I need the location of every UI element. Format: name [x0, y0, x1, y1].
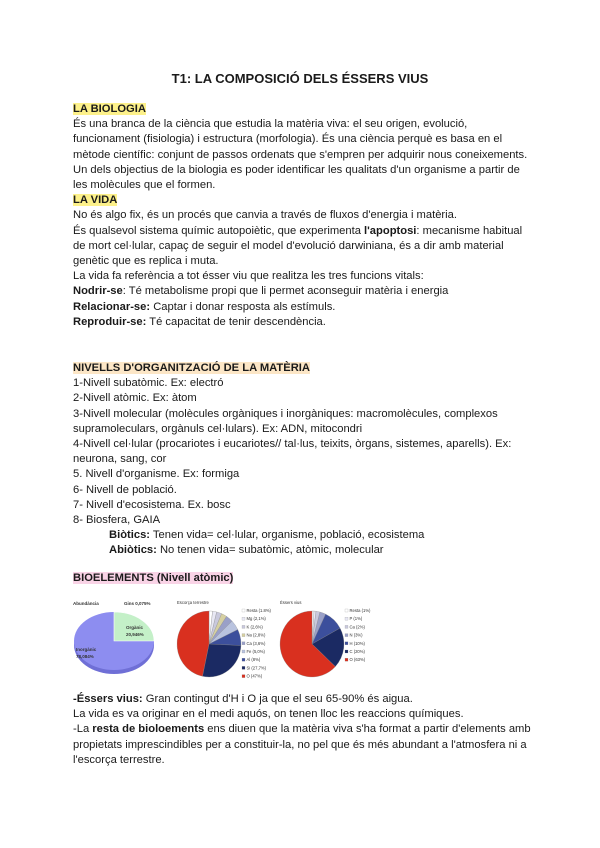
- heading-vida: LA VIDA: [73, 194, 118, 207]
- relacionar-label: Relacionar-se:: [73, 300, 151, 313]
- legend-label: O (63%): [349, 657, 366, 663]
- nivell-item: 7- Nivell d'ecosistema. Ex. bosc: [73, 498, 231, 511]
- crust-legend: [242, 608, 272, 679]
- vida-paragraph-3: La vida fa referència a tot ésser viu que realitza les tres funcions vitals:: [73, 270, 424, 283]
- reproduir-label: Reproduir-se:: [73, 315, 147, 328]
- section-bioelements-text: [73, 692, 533, 768]
- legend-label: H (10%): [349, 640, 365, 646]
- legend-swatch: [345, 650, 348, 653]
- legend-label: Al (8%): [246, 657, 261, 663]
- living-legend: [345, 608, 371, 662]
- resta-term: resta de bioloements: [92, 723, 205, 736]
- abiotics-label: Abiòtics:: [109, 544, 157, 557]
- living-pie-chart: [278, 598, 378, 684]
- funcio-relacionar: [73, 300, 533, 315]
- nodrir-text: : Té metabolisme propi que li permet aconseguir matèria i energia: [122, 285, 449, 298]
- legend-swatch: [345, 617, 348, 620]
- nivell-item: 4-Nivell cel·lular (procariotes i eucariotes// tal·lus, teixits, òrgans, sistemes, aparells). Ex: neurona, sang, cor: [73, 438, 512, 466]
- legend-label: O (47%): [246, 673, 263, 679]
- vida-paragraph-1: No és algo fix, és un procés que canvia a través de fluxos d'energia i matèria.: [73, 209, 457, 222]
- resta-end: ens diuen que la matèria viva s'ha format a partir d'elements amb propietats imprescindibles per a constituir-la, no pel que és més abundant a l'atmosfera ni a l'escorça terrestre.: [73, 723, 531, 766]
- nivell-item: 2-Nivell atòmic. Ex: àtom: [73, 392, 197, 405]
- resta-bioelements-line: [73, 722, 533, 768]
- crust-pie-chart: [175, 598, 275, 684]
- legend-swatch: [242, 666, 245, 669]
- legend-label: P (1%): [349, 616, 363, 622]
- fig1-label-abundance: Abundància: [73, 601, 99, 606]
- vida-p2-start: És qualsevol sistema químic autopoiètic, que experimenta: [73, 224, 365, 237]
- biologia-paragraph-1: És una branca de la ciència que estudia la matèria viva: el seu origen, evolució, funcionament (fisiologia) i estructura (morfologia). És una ciència perquè es basa en el mètode científic: conjunt de passos ordenats que s'empren per adquirir nous coneixements.: [73, 118, 528, 161]
- abiotics-line: [73, 543, 533, 558]
- legend-label: Ca (3,6%): [246, 640, 266, 646]
- biotics-text: Tenen vida= cel·lular, organisme, població, ecosistema: [150, 529, 425, 542]
- heading-bioelements: BIOELEMENTS (Nivell atòmic): [73, 572, 234, 584]
- apoptosi-term: l'apoptosi: [364, 224, 417, 237]
- fig1-label-inorganic: Inorgànic: [76, 647, 97, 652]
- legend-swatch: [345, 642, 348, 645]
- abundance-pie-chart: [72, 598, 172, 680]
- section-nivells: [73, 361, 533, 559]
- legend-label: Si (27,7%): [246, 665, 267, 671]
- funcio-nodrir: [73, 284, 533, 299]
- legend-swatch: [345, 625, 348, 628]
- legend-swatch: [345, 634, 348, 637]
- legend-swatch: [242, 675, 245, 678]
- origen-vida-line: La vida es va originar en el medi aquós, on tenen lloc les reaccions químiques.: [73, 708, 464, 721]
- living-pie: [280, 611, 344, 677]
- legend-swatch: [242, 650, 245, 653]
- essers-vius-line: [73, 692, 533, 707]
- nivell-item: 1-Nivell subatòmic. Ex: electró: [73, 377, 224, 390]
- essers-vius-label: -Éssers vius:: [73, 693, 143, 705]
- pie-slice: [202, 644, 241, 677]
- legend-swatch: [242, 625, 245, 628]
- legend-swatch: [345, 658, 348, 661]
- crust-pie: [177, 611, 241, 677]
- nivell-item: 5. Nivell d'organisme. Ex: formiga: [73, 468, 240, 481]
- fig1-value-inorganic: 78,084%: [76, 654, 94, 659]
- funcio-reproduir: [73, 315, 533, 330]
- fig1-label-gins: Gins 0,075%: [124, 601, 151, 606]
- pie-slice: [177, 611, 209, 676]
- legend-label: N (3%): [349, 632, 363, 638]
- fig2-title: Escorça terrestre: [177, 600, 209, 605]
- fig3-title: Éssers vius: [280, 600, 302, 605]
- legend-label: K (2,6%): [246, 624, 263, 630]
- biotics-line: [73, 528, 533, 543]
- legend-label: Na (2,8%): [246, 632, 266, 638]
- legend-label: Resta (1.8%): [246, 608, 271, 613]
- vida-paragraph-2: [73, 224, 533, 270]
- legend-swatch: [242, 617, 245, 620]
- nivell-item: 3-Nivell molecular (molècules orgàniques i inorgàniques: macromolècules, complexos supramoleculars, orgànuls cel·lulars). Ex: ADN, mitocondri: [73, 407, 498, 435]
- relacionar-text: Captar i donar resposta als estímuls.: [150, 300, 336, 313]
- legend-swatch: [242, 658, 245, 661]
- nivell-item: 6- Nivell de població.: [73, 483, 177, 496]
- abiotics-text: No tenen vida= subatòmic, atòmic, molecular: [156, 544, 384, 557]
- fig1-value-organic: 20,946%: [126, 632, 144, 637]
- fig1-label-organic: Orgànic: [126, 625, 144, 630]
- legend-label: C (20%): [349, 649, 365, 654]
- page-title: T1: LA COMPOSICIÓ DELS ÉSSERS VIUS: [171, 71, 429, 86]
- legend-label: Ca (2%): [349, 624, 365, 630]
- nivell-item: 8- Biosfera, GAIA: [73, 514, 161, 527]
- section-bioelements-heading: [73, 571, 533, 586]
- legend-swatch: [242, 642, 245, 645]
- biologia-paragraph-2: Un dels objectius de la biologia es poder identificar les qualitats d'un organisme a partir de les molècules que el formen.: [73, 163, 520, 192]
- legend-label: Mg (2,1%): [246, 616, 266, 622]
- resta-start: -La: [73, 723, 93, 736]
- section-biologia-vida: [73, 102, 533, 330]
- legend-label: Resta (1%): [349, 608, 371, 613]
- reproduir-text: Té capacitat de tenir descendència.: [146, 315, 326, 328]
- nodrir-label: Nodrir-se: [73, 285, 123, 298]
- biotics-label: Biòtics:: [109, 529, 151, 542]
- legend-swatch: [242, 609, 245, 612]
- legend-swatch: [345, 609, 348, 612]
- heading-nivells: NIVELLS D'ORGANITZACIÓ DE LA MATÈRIA: [73, 362, 310, 374]
- legend-label: Fe (5,0%): [246, 649, 265, 654]
- essers-vius-text: Gran contingut d'H i O ja que el seu 65-90% és aigua.: [142, 693, 413, 705]
- vida-p2-end: : mecanisme habitual de mort cel·lular, capaç de seguir el model d'evolució darwiniana, és a dir amb material genètic que es replica i muta.: [73, 224, 523, 268]
- legend-swatch: [242, 634, 245, 637]
- heading-biologia: LA BIOLOGIA: [73, 103, 146, 115]
